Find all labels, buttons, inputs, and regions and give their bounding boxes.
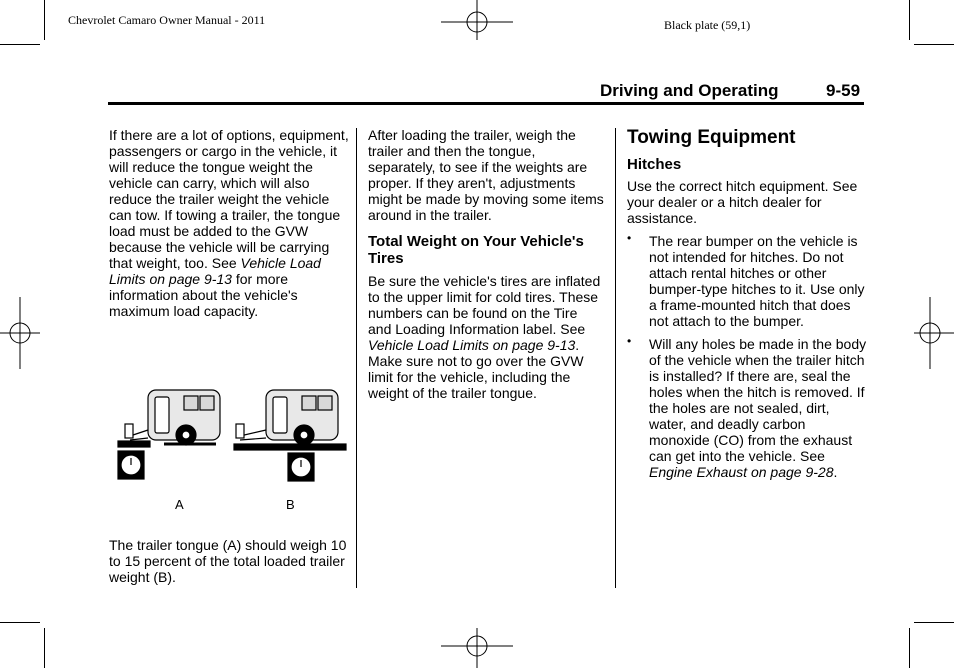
cross-reference[interactable]: Engine Exhaust on page 9-28 [649,464,834,480]
cross-reference[interactable]: Vehicle Load Limits on page 9-13 [109,255,321,287]
tongue-weight-paragraph: If there are a lot of options, equipment, passengers or cargo in the vehicle, it will reduce the tongue weight the vehicle can carry, which will also reduce the trailer weight the vehicle can tow. If towing a trailer, the tongue load must be added to the GVW because the vehicle will be carrying that weight, too. See Vehicle Load Limits on page 9-13 for more information about the vehicle's maximum load capacity. [109,127,349,319]
trailer-weight-figure [108,380,358,515]
tire-inflation-paragraph: Be sure the vehicle's tires are inflated to the upper limit for cold tires. These numbers can be found on the Tire and Loading Information label. See Vehicle Load Limits on page 9-13. Make sure not to go over the GVW limit for the vehicle, including the weight of the trailer tongue. [368,273,601,401]
plate-info: Black plate (59,1) [664,18,751,32]
figure-caption [109,537,349,585]
list-item: • The rear bumper on the vehicle is not intended for hitches. Do not attach rental hitches or other bumper-type hitches to it. Use only a frame-mounted hitch that does not attach to the bumper. [627,231,865,329]
towing-equipment-title: Towing Equipment [627,127,796,148]
bullet-icon: • [627,334,632,348]
hitches-heading: Hitches [627,156,682,173]
caption-text: The trailer tongue (A) should weigh 10 to 15 percent of the total loaded trailer weight (B). [109,537,347,585]
column-divider-2 [615,128,616,588]
weigh-trailer-paragraph: After loading the trailer, weigh the trailer and then the tongue, separately, to see if the weights are proper. If they aren't, adjustments might be made by moving some items around in the trailer. [368,127,604,223]
figure-label-b: B [286,497,295,512]
section-title: Driving and Operating [600,81,779,100]
hitch-intro-paragraph: Use the correct hitch equipment. See your dealer or a hitch dealer for assistance. [627,178,858,226]
page-number: 9-59 [826,81,861,100]
column-3 [627,127,867,480]
bullet-icon: • [627,231,632,245]
figure-label-a: A [175,497,184,512]
list-item: • Will any holes be made in the body of the vehicle when the trailer hitch is installed? If there are, seal the holes when the hitch is removed. If the holes are not sealed, dirt, water, and deadly carbon monoxide (CO) from the exhaust can get into the vehicle. See Engine Exhaust on page 9-28. [627,334,867,480]
header-rule [108,102,864,105]
trailer-a-illustration [118,390,220,479]
trailer-b-illustration [234,390,346,481]
column-2 [368,127,604,401]
hitch-bullet-list [627,233,867,480]
total-weight-heading: Total Weight on Your Vehicle's Tires [368,233,584,267]
column-1 [109,127,349,319]
column-divider-1 [356,128,357,588]
print-job-name: Chevrolet Camaro Owner Manual - 2011 [68,13,266,27]
cross-reference[interactable]: Vehicle Load Limits on page 9-13 [368,337,576,353]
